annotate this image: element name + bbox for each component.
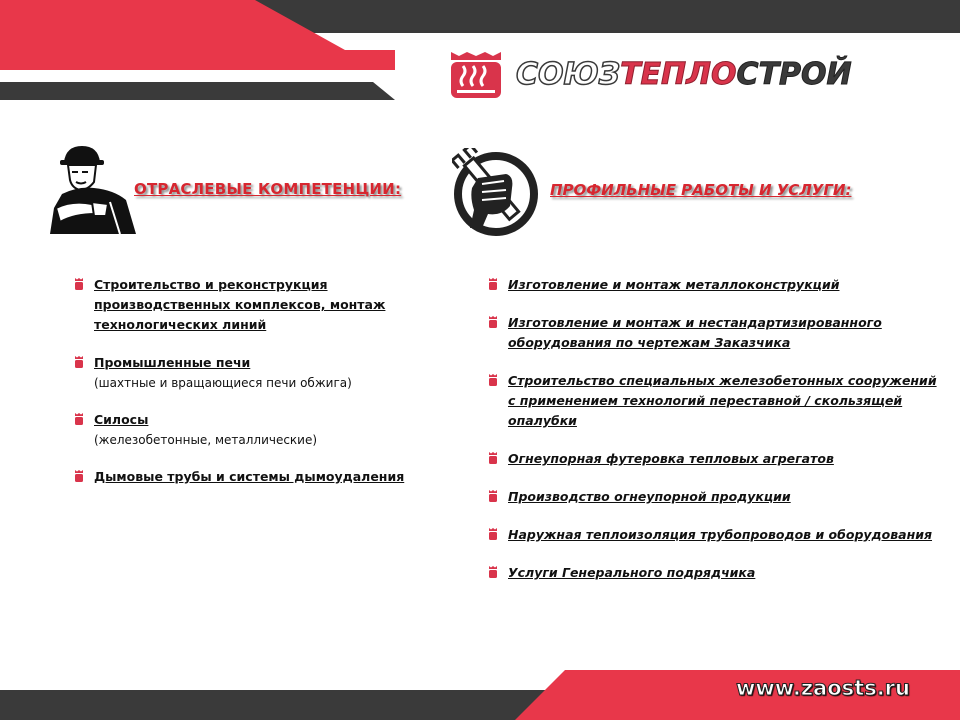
service-title: Изготовление и монтаж и нестандартизированного оборудования по чертежам Заказчика	[508, 315, 882, 350]
competency-title: Дымовые трубы и системы дымоудаления	[94, 469, 405, 484]
website-url[interactable]: www.zaosts.ru	[736, 676, 910, 700]
bullet-icon	[74, 278, 84, 290]
list-item	[488, 371, 948, 431]
bullet-icon	[74, 356, 84, 368]
list-item	[74, 275, 414, 335]
list-item	[488, 449, 948, 469]
service-title: Изготовление и монтаж металлоконструкций	[508, 277, 840, 292]
bottom-dark-stripe	[0, 690, 560, 720]
bullet-icon	[488, 374, 498, 386]
right-section-heading: ПРОФИЛЬНЫЕ РАБОТЫ И УСЛУГИ:	[550, 181, 852, 199]
list-item	[74, 353, 414, 392]
list-item	[488, 313, 948, 353]
list-item	[74, 410, 414, 449]
worker-icon	[48, 142, 140, 234]
competency-title: Силосы	[94, 412, 149, 427]
list-item	[74, 467, 414, 487]
bullet-icon	[74, 470, 84, 482]
logo-part-2: ТЕПЛО	[620, 57, 737, 92]
bullet-icon	[488, 452, 498, 464]
bullet-icon	[488, 316, 498, 328]
bullet-icon	[74, 413, 84, 425]
services-list	[488, 275, 948, 583]
bullet-icon	[488, 528, 498, 540]
logo-emblem-icon	[447, 50, 505, 100]
competency-title: Строительство и реконструкция производственных комплексов, монтаж технологических линий	[94, 277, 386, 332]
left-section-heading: ОТРАСЛЕВЫЕ КОМПЕТЕНЦИИ:	[134, 180, 402, 198]
fist-wrench-icon	[452, 148, 546, 238]
top-dark-stripe	[250, 0, 960, 33]
list-item	[488, 275, 948, 295]
logo-part-3: СТРОЙ	[736, 57, 852, 92]
logo-part-1: СОЮЗ	[516, 57, 621, 92]
competency-subtitle: (железобетонные, металлические)	[94, 433, 318, 447]
competencies-list	[74, 275, 414, 487]
bullet-icon	[488, 566, 498, 578]
service-title: Строительство специальных железобетонных сооружений с применением технологий переставной / скользящей опалубки	[508, 373, 937, 428]
bullet-icon	[488, 490, 498, 502]
competency-title: Промышленные печи	[94, 355, 251, 370]
service-title: Производство огнеупорной продукции	[508, 489, 791, 504]
bullet-icon	[488, 278, 498, 290]
competency-subtitle: (шахтные и вращающиеся печи обжига)	[94, 376, 352, 390]
top-left-dark-stripe	[0, 82, 395, 100]
list-item	[488, 525, 948, 545]
list-item	[488, 563, 948, 583]
service-title: Огнеупорная футеровка тепловых агрегатов	[508, 451, 834, 466]
company-logo-text	[516, 58, 852, 92]
service-title: Наружная теплоизоляция трубопроводов и оборудования	[508, 527, 933, 542]
list-item	[488, 487, 948, 507]
service-title: Услуги Генерального подрядчика	[508, 565, 756, 580]
